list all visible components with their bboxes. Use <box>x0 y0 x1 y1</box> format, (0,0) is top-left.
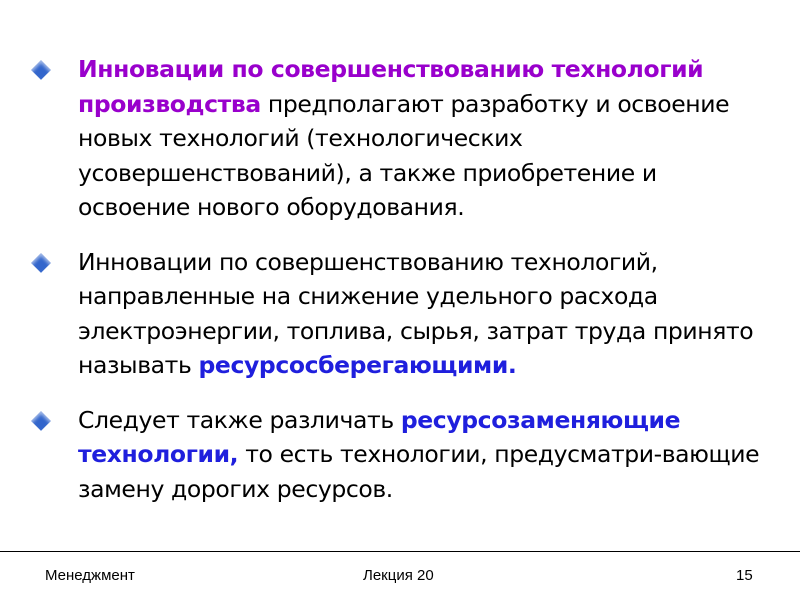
footer-lecture-label: Лекция 20 <box>363 567 434 584</box>
highlight-phrase: ресурсозаменяющие технологии, <box>78 405 681 468</box>
bullet-text <box>78 245 774 383</box>
bullet-item <box>34 403 774 507</box>
diamond-icon <box>31 60 51 80</box>
bullet-body: предполагают разработку и освоение новых технологий (технологических усовершенствований), а также приобретение и освоение нового оборудования. <box>78 89 730 221</box>
footer-course-title: Менеджмент <box>45 567 135 584</box>
bullet-text <box>78 403 774 507</box>
diamond-icon <box>31 411 51 431</box>
bullet-text <box>78 52 774 225</box>
highlight-phrase: Инновации по совершенствованию технологий производства <box>78 55 704 118</box>
bullet-body: Следует также различать <box>78 405 401 434</box>
footer-page-number: 15 <box>736 567 753 584</box>
slide-content <box>34 52 774 526</box>
bullet-item <box>34 52 774 225</box>
footer-divider <box>0 551 800 552</box>
bullet-body: то есть технологии, предусматри-вающие замену дорогих ресурсов. <box>78 440 760 503</box>
highlight-phrase: ресурсосберегающими. <box>198 351 517 379</box>
bullet-body: Инновации по совершенствованию технологий, направленные на снижение удельного расхода электроэнергии, топлива, сырья, затрат труда принято называть <box>78 247 754 379</box>
bullet-item <box>34 245 774 383</box>
diamond-icon <box>31 253 51 273</box>
